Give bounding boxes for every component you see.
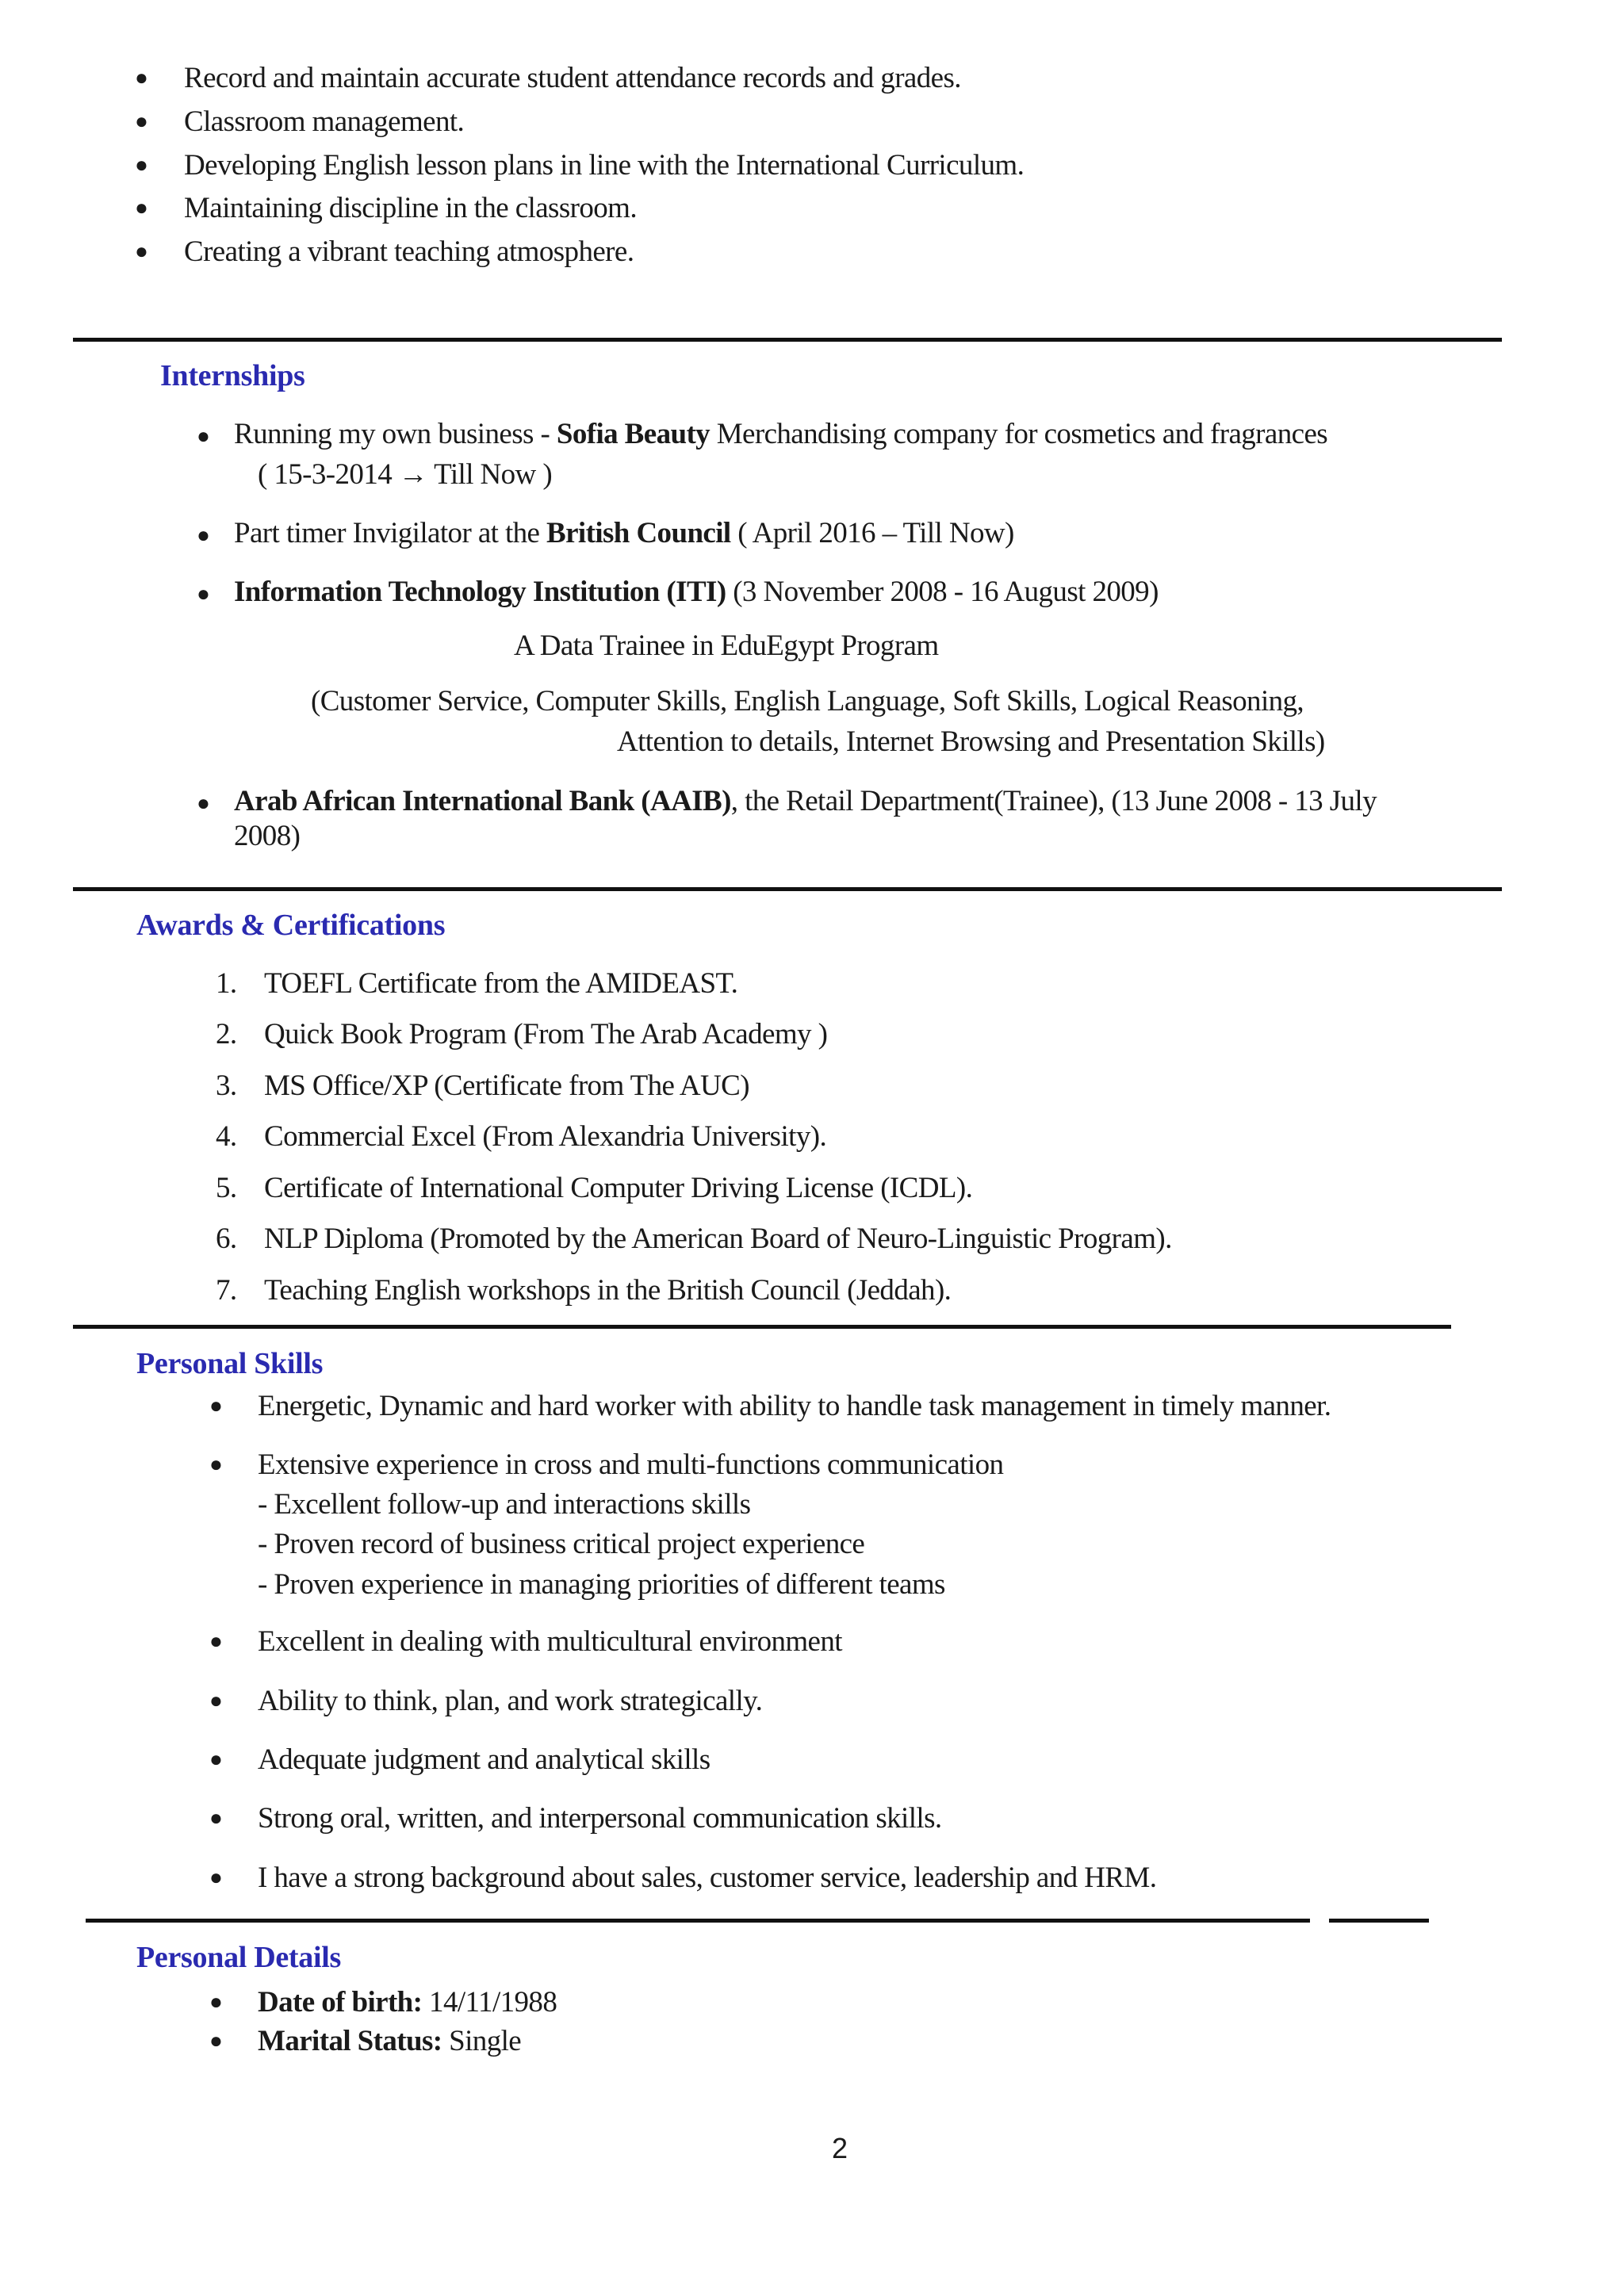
list-number: 1. — [216, 967, 237, 1000]
skill-item: Extensive experience in cross and multi-functions communication — [258, 1448, 1004, 1481]
section-divider — [1329, 1919, 1429, 1923]
award-item: Quick Book Program (From The Arab Academy ) — [264, 1018, 828, 1050]
internship-dates: ( 15-3-2014 → Till Now ) — [258, 458, 553, 491]
bullet-icon: ● — [135, 239, 148, 264]
award-item: Teaching English workshops in the British Council (Jeddah). — [264, 1274, 952, 1307]
bullet-icon: ● — [209, 1452, 223, 1477]
section-divider — [73, 887, 1502, 891]
duty-item: Creating a vibrant teaching atmosphere. — [184, 235, 634, 268]
skill-item: Excellent in dealing with multicultural environment — [258, 1625, 842, 1658]
bullet-icon: ● — [135, 153, 148, 178]
company-name: Sofia Beauty — [556, 418, 710, 450]
internship-text: (3 November 2008 - 16 August 2009) — [726, 576, 1159, 608]
award-item: Commercial Excel (From Alexandria University). — [264, 1120, 827, 1153]
company-name: Information Technology Institution (ITI) — [234, 576, 726, 608]
skill-item: Strong oral, written, and interpersonal communication skills. — [258, 1802, 942, 1835]
list-number: 3. — [216, 1070, 237, 1102]
award-item: MS Office/XP (Certificate from The AUC) — [264, 1070, 749, 1102]
list-number: 6. — [216, 1223, 237, 1255]
detail-dob — [258, 1988, 557, 2017]
program-skills: (Customer Service, Computer Skills, English Language, Soft Skills, Logical Reasoning, — [311, 685, 1304, 718]
award-item: NLP Diploma (Promoted by the American Board of Neuro-Linguistic Program). — [264, 1223, 1172, 1255]
bullet-icon: ● — [135, 109, 148, 134]
bullet-icon: ● — [197, 582, 210, 607]
bullet-icon: ● — [197, 424, 210, 449]
duty-item: Classroom management. — [184, 105, 465, 138]
internship-text: , the Retail Department(Trainee), (13 June 2008 - 13 July — [730, 785, 1377, 817]
section-divider — [73, 338, 1502, 342]
detail-label: Date of birth: — [258, 1986, 423, 2019]
internship-text: Running my own business - — [234, 418, 557, 450]
bullet-icon: ● — [209, 1806, 223, 1831]
page-number: 2 — [832, 2132, 848, 2164]
skill-sub-item: - Excellent follow-up and interactions skills — [258, 1488, 751, 1521]
award-item: Certificate of International Computer Driving License (ICDL). — [264, 1172, 973, 1204]
internship-text: Merchandising company for cosmetics and fragrances — [710, 418, 1328, 450]
list-number: 5. — [216, 1172, 237, 1204]
duty-item: Record and maintain accurate student attendance records and grades. — [184, 62, 961, 94]
internship-item — [234, 786, 1377, 816]
internship-text: ( April 2016 – Till Now) — [730, 517, 1014, 549]
skill-item: I have a strong background about sales, customer service, leadership and HRM. — [258, 1862, 1157, 1894]
detail-marital — [258, 2026, 521, 2056]
internship-item — [234, 577, 1159, 607]
section-heading-details: Personal Details — [136, 1941, 341, 1974]
program-skills: Attention to details, Internet Browsing and Presentation Skills) — [617, 725, 1325, 758]
bullet-icon: ● — [135, 196, 148, 220]
section-divider — [73, 1325, 1451, 1329]
internship-text: 2008) — [234, 820, 301, 852]
skill-item: Ability to think, plan, and work strategically. — [258, 1685, 763, 1717]
company-name: British Council — [546, 517, 731, 549]
section-heading-internships: Internships — [160, 359, 305, 392]
internship-item — [234, 419, 1327, 449]
skill-item: Energetic, Dynamic and hard worker with ability to handle task management in timely manner. — [258, 1390, 1331, 1422]
duty-item: Developing English lesson plans in line with the International Curriculum. — [184, 149, 1025, 182]
bullet-icon: ● — [209, 1990, 223, 2015]
bullet-icon: ● — [209, 1866, 223, 1890]
internship-item — [234, 519, 1014, 548]
list-number: 2. — [216, 1018, 237, 1050]
list-number: 4. — [216, 1120, 237, 1153]
detail-label: Marital Status: — [258, 2025, 442, 2057]
section-heading-awards: Awards & Certifications — [136, 909, 446, 942]
skill-item: Adequate judgment and analytical skills — [258, 1743, 710, 1776]
award-item: TOEFL Certificate from the AMIDEAST. — [264, 967, 738, 1000]
section-divider — [86, 1919, 1310, 1923]
program-title: A Data Trainee in EduEgypt Program — [514, 629, 939, 662]
bullet-icon: ● — [135, 66, 148, 90]
detail-value: Single — [442, 2025, 522, 2057]
bullet-icon: ● — [209, 2029, 223, 2053]
bullet-icon: ● — [209, 1689, 223, 1713]
bullet-icon: ● — [209, 1394, 223, 1418]
bullet-icon: ● — [197, 523, 210, 548]
bullet-icon: ● — [209, 1747, 223, 1772]
section-heading-skills: Personal Skills — [136, 1347, 324, 1380]
company-name: Arab African International Bank (AAIB) — [234, 785, 731, 817]
skill-sub-item: - Proven experience in managing priorities of different teams — [258, 1568, 945, 1601]
skill-sub-item: - Proven record of business critical project experience — [258, 1528, 865, 1560]
list-number: 7. — [216, 1274, 237, 1307]
bullet-icon: ● — [197, 791, 210, 816]
duty-item: Maintaining discipline in the classroom. — [184, 192, 637, 224]
internship-text: Part timer Invigilator at the — [234, 517, 547, 549]
bullet-icon: ● — [209, 1629, 223, 1654]
detail-value: 14/11/1988 — [422, 1986, 557, 2019]
